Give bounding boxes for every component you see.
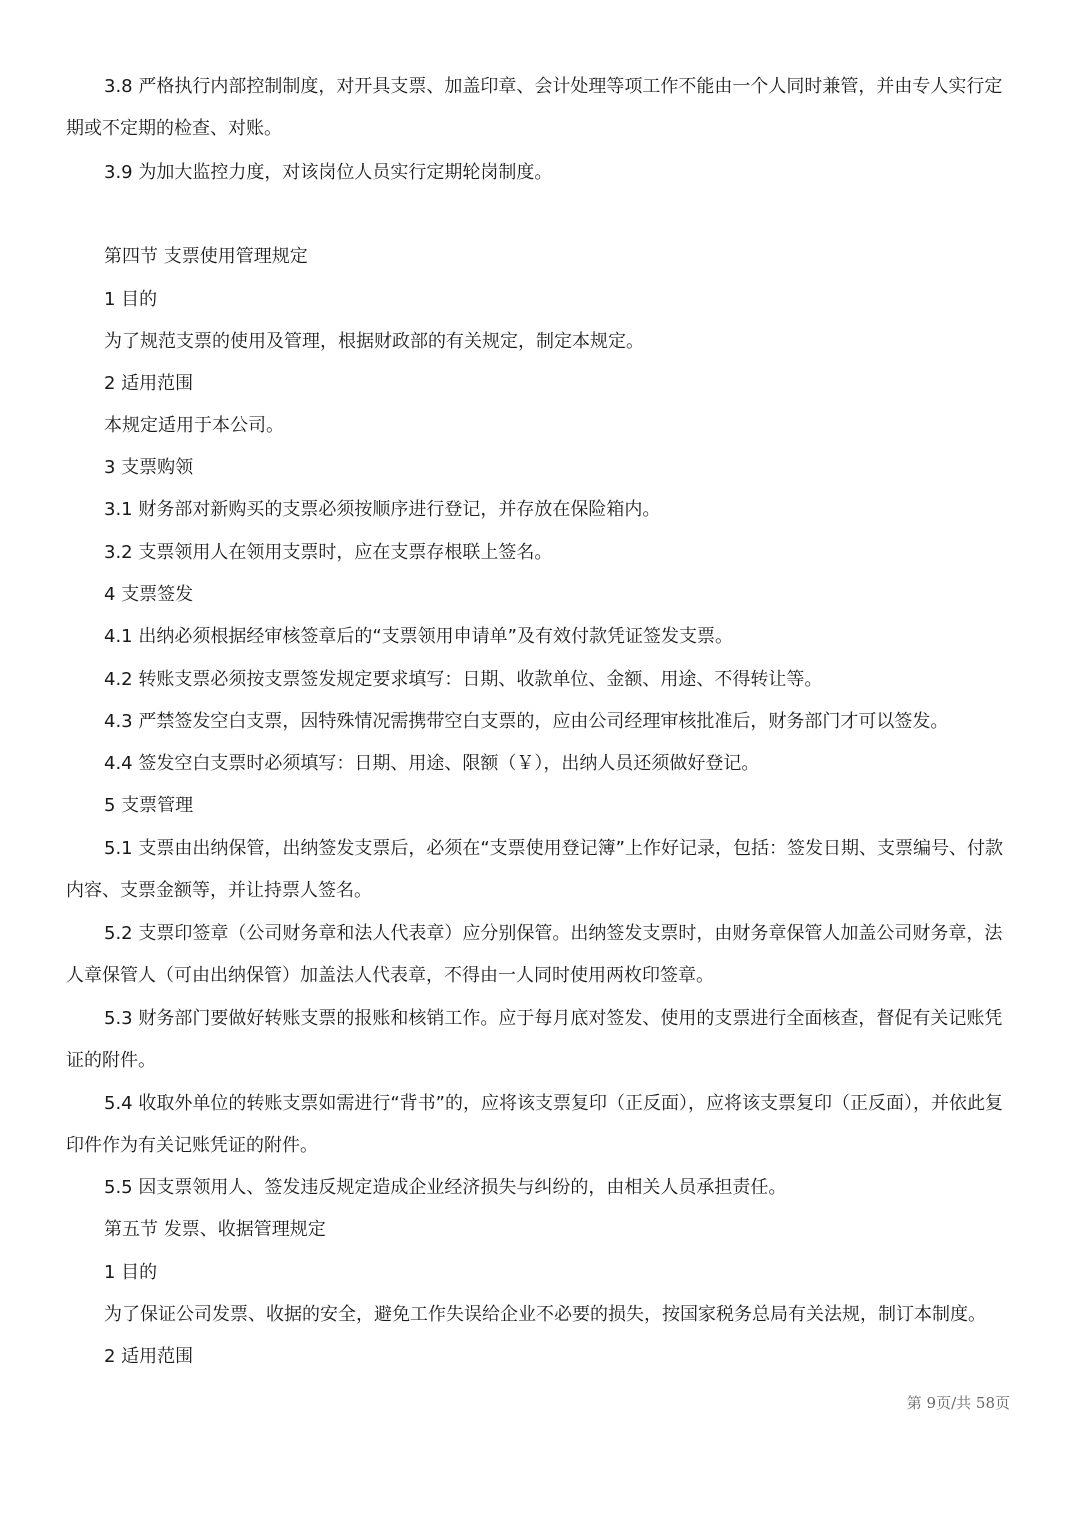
paragraph-4-5-1: 5.1 支票由出纳保管，出纳签发支票后，必须在“支票使用登记簿”上作好记录，包括：签发日期、支票编号、付款内容、支票金额等，并让持票人签名。 <box>66 838 1003 901</box>
section-5-title: 第五节 发票、收据管理规定 <box>104 1219 326 1240</box>
paragraph-4-5-2: 5.2 支票印签章（公司财务章和法人代表章）应分别保管。出纳签发支票时，由财务章保管人加盖公司财务章，法人章保管人（可由出纳保管）加盖法人代表章，不得由一人同时使用两枚印签章。 <box>66 923 1003 986</box>
section-4-scope-text: 本规定适用于本公司。 <box>104 415 284 436</box>
paragraph-3-9: 3.9 为加大监控力度，对该岗位人员实行定期轮岗制度。 <box>104 162 553 183</box>
section-4-heading-scope: 2 适用范围 <box>104 373 194 394</box>
section-4-heading-purchase: 3 支票购领 <box>104 457 194 478</box>
section-5-heading-scope: 2 适用范围 <box>104 1346 194 1367</box>
page-number: 第 9页/共 58页 <box>906 1394 1010 1412</box>
paragraph-4-3-2: 3.2 支票领用人在领用支票时，应在支票存根联上签名。 <box>104 542 553 563</box>
paragraph-4-5-5: 5.5 因支票领用人、签发违反规定造成企业经济损失与纠纷的，由相关人员承担责任。 <box>104 1177 787 1198</box>
section-4-heading-purpose: 1 目的 <box>104 289 158 310</box>
section-4-heading-issue: 4 支票签发 <box>104 584 194 605</box>
paragraph-4-5-4: 5.4 收取外单位的转账支票如需进行“背书”的，应将该支票复印（正反面），应将该支票复印（正反面），并依此复印件作为有关记账凭证的附件。 <box>66 1093 1003 1156</box>
paragraph-4-3-1: 3.1 财务部对新购买的支票必须按顺序进行登记，并存放在保险箱内。 <box>104 499 661 520</box>
section-4-purpose-text: 为了规范支票的使用及管理，根据财政部的有关规定，制定本规定。 <box>104 331 644 352</box>
section-5-purpose-text: 为了保证公司发票、收据的安全，避免工作失误给企业不必要的损失，按国家税务总局有关法规，制订本制度。 <box>104 1304 986 1325</box>
section-4-heading-management: 5 支票管理 <box>104 795 194 816</box>
section-5-heading-purpose: 1 目的 <box>104 1262 158 1283</box>
paragraph-4-4-1: 4.1 出纳必须根据经审核签章后的“支票领用申请单”及有效付款凭证签发支票。 <box>104 626 733 647</box>
paragraph-3-8: 3.8 严格执行内部控制制度，对开具支票、加盖印章、会计处理等项工作不能由一个人同时兼管，并由专人实行定期或不定期的检查、对账。 <box>66 76 1003 139</box>
section-4-title: 第四节 支票使用管理规定 <box>104 246 308 267</box>
paragraph-4-5-3: 5.3 财务部门要做好转账支票的报账和核销工作。应于每月底对签发、使用的支票进行全面核查，督促有关记账凭证的附件。 <box>66 1008 1003 1071</box>
paragraph-4-4-3: 4.3 严禁签发空白支票，因特殊情况需携带空白支票的，应由公司经理审核批准后，财务部门才可以签发。 <box>104 711 949 732</box>
paragraph-4-4-4: 4.4 签发空白支票时必须填写：日期、用途、限额（￥），出纳人员还须做好登记。 <box>104 753 760 774</box>
paragraph-4-4-2: 4.2 转账支票必须按支票签发规定要求填写：日期、收款单位、金额、用途、不得转让等。 <box>104 669 823 690</box>
